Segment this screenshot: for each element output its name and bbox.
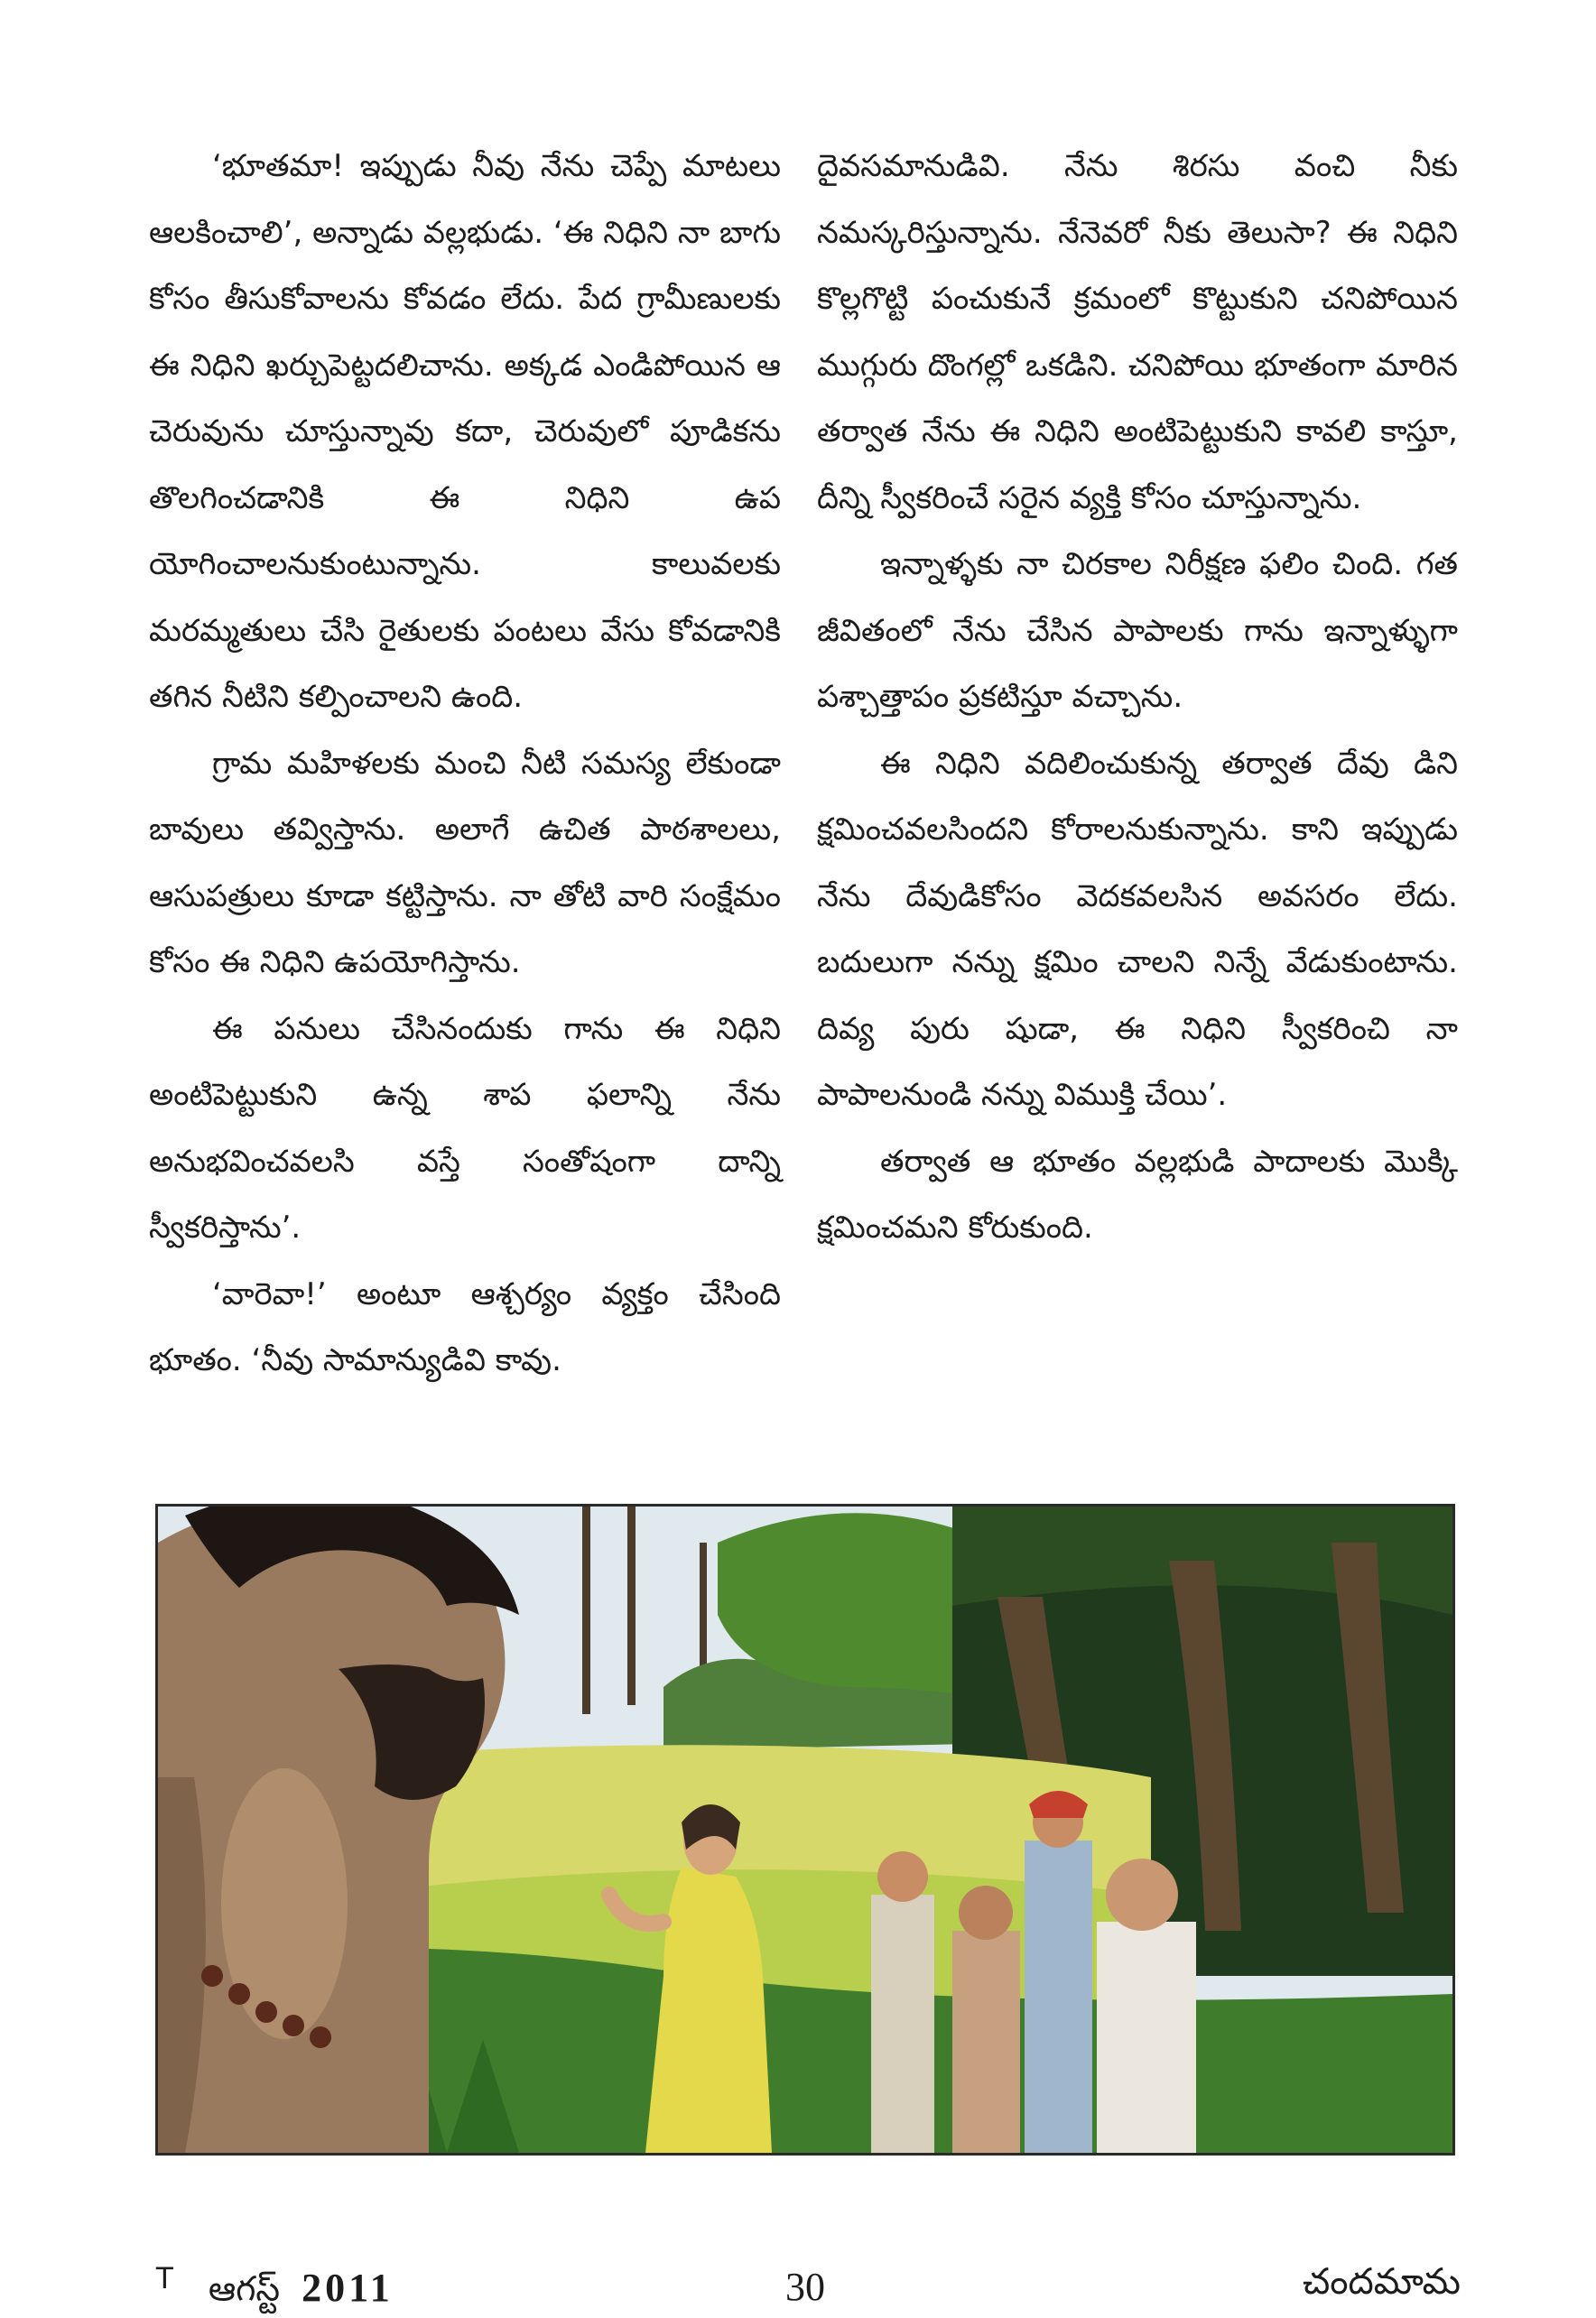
story-paragraph: ఈ నిధిని వదిలించుకున్న తర్వాత దేవు డిని క్షమించవలసిందని కోరాలనుకున్నాను. కాని ఇప్పుడు నేను దేవుడికోసం వెదకవలసిన అవసరం లేదు. బదులుగా నన్ను క్షమిం చాలని నిన్నే వేడుకుంటాను. దివ్య పురు షుడా, ఈ నిధిని స్వీకరించి నా పాపాలనుండి నన్ను విముక్తి చేయి’. (817, 745, 1458, 1113)
story-paragraph: గ్రామ మహిళలకు మంచి నీటి సమస్య లేకుండా బావులు తవ్విస్తాను. అలాగే ఉచిత పాఠశాలలు, ఆసుపత్రులు కూడా కట్టిస్తాను. నా తోటి వారి సంక్షేమం కోసం ఈ నిధిని ఉపయోగిస్తాను. (149, 745, 781, 980)
page-number: 30 (785, 2265, 825, 2309)
story-right-column (817, 134, 1458, 1262)
story-paragraph: ‘భూతమా! ఇప్పుడు నీవు నేను చెప్పే మాటలు ఆలకించాలి’, అన్నాడు వల్లభుడు. ‘ఈ నిధిని నా బాగు కోసం తీసుకోవాలను కోవడం లేదు. పేద గ్రామీణులకు ఈ నిధిని ఖర్చుపెట్టదలిచాను. అక్కడ ఎండిపోయిన ఆ చెరువును చూస్తున్నావు కదా, చెరువులో పూడికను తొలగించడానికి ఈ నిధిని ఉప యోగించాలనుకుంటున్నాను. కాలువలకు మరమ్మతులు చేసి రైతులకు పంటలు వేసు కోవడానికి తగిన నీటిని కల్పించాలని ఉంది. (149, 148, 781, 715)
issue-year: 2011 (302, 2265, 394, 2310)
illustration-artwork (158, 1507, 1452, 2153)
story-left-column (149, 134, 781, 1395)
issue-month: ఆగస్ట్ (208, 2268, 281, 2309)
issue-date (155, 2261, 394, 2318)
story-illustration (155, 1504, 1455, 2156)
story-paragraph: ఇన్నాళ్ళకు నా చిరకాల నిరీక్షణ ఫలిం చింది. గత జీవితంలో నేను చేసిన పాపాలకు గాను ఇన్నాళ్ళుగా పశ్చాత్తాపం ప్రకటిస్తూ వచ్చాను. (817, 546, 1458, 715)
story-paragraph: ఈ పనులు చేసినందుకు గాను ఈ నిధిని అంటిపెట్టుకుని ఉన్న శాప ఫలాన్ని నేను అనుభవించవలసి వస్తే సంతోషంగా దాన్ని స్వీకరిస్తాను’. (149, 1010, 781, 1246)
magazine-name: చందమామ (1302, 2261, 1461, 2303)
story-paragraph: తర్వాత ఆ భూతం వల్లభుడి పాదాలకు మొక్కి క్షమించమని కోరుకుంది. (817, 1143, 1458, 1246)
story-paragraph: ‘వారెవా!’ అంటూ ఆశ్చర్యం వ్యక్తం చేసింది భూతం. ‘నీవు సామాన్యుడివి కావు. (149, 1275, 781, 1378)
story-paragraph: దైవసమానుడివి. నేను శిరసు వంచి నీకు నమస్కరిస్తున్నాను. నేనెవరో నీకు తెలుసా? ఈ నిధిని కొల్లగొట్టి పంచుకునే క్రమంలో కొట్టుకుని చనిపోయిన ముగ్గురు దొంగల్లో ఒకడిని. చనిపోయి భూతంగా మారిన తర్వాత నేను ఈ నిధిని అంటిపెట్టుకుని కావలి కాస్తూ, దీన్ని స్వీకరించే సరైన వ్యక్తి కోసం చూస్తున్నాను. (817, 148, 1458, 516)
edition-mark: T (155, 2261, 174, 2295)
